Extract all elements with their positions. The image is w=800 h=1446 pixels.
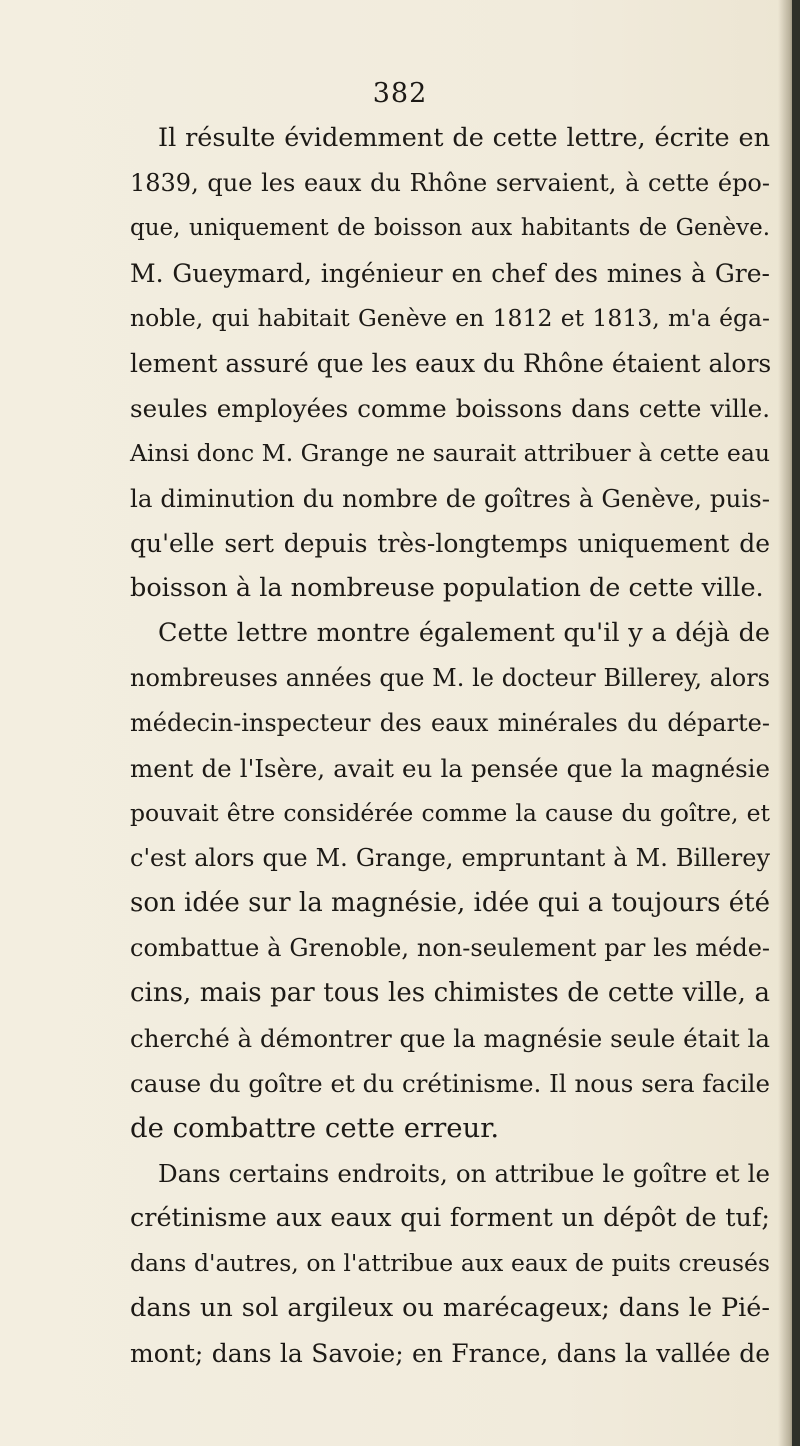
text-line: boisson à la nombreuse population de cette ville.	[130, 573, 764, 603]
page-edge	[792, 0, 800, 1446]
text-line: Cette lettre montre également qu'il y a déjà de	[158, 618, 770, 648]
text-line: combattue à Grenoble, non-seulement par les méde-	[130, 934, 770, 962]
text-line: nombreuses années que M. le docteur Billerey, alors	[130, 664, 770, 692]
text-line: noble, qui habitait Genève en 1812 et 1813, m'a éga-	[130, 304, 770, 332]
page-number: 382	[372, 78, 428, 109]
text-line: lement assuré que les eaux du Rhône étaient alors	[130, 349, 772, 378]
text-line: son idée sur la magnésie, idée qui a toujours été	[130, 888, 770, 918]
text-line: qu'elle sert depuis très-longtemps uniquement de	[130, 529, 770, 558]
text-line: Dans certains endroits, on attribue le goître et le	[158, 1159, 770, 1188]
text-line: M. Gueymard, ingénieur en chef des mines à Gre-	[130, 259, 770, 288]
text-line: dans un sol argileux ou marécageux; dans le Pié-	[130, 1293, 770, 1323]
text-line: médecin-inspecteur des eaux minérales du départe-	[130, 709, 770, 737]
text-line: que, uniquement de boisson aux habitants de Genève.	[130, 215, 770, 241]
text-line: Il résulte évidemment de cette lettre, écrite en	[158, 123, 770, 153]
text-line: pouvait être considérée comme la cause du goître, et	[130, 799, 770, 827]
text-line: ment de l'Isère, avait eu la pensée que la magnésie	[130, 754, 770, 783]
body-text	[130, 116, 770, 1376]
text-line: la diminution du nombre de goîtres à Genève, puis-	[130, 484, 770, 513]
text-line: cause du goître et du crétinisme. Il nous sera facile	[130, 1069, 770, 1098]
text-line: crétinisme aux eaux qui forment un dépôt de tuf;	[130, 1203, 770, 1233]
text-line: dans d'autres, on l'attribue aux eaux de puits creusés	[130, 1249, 770, 1277]
text-line: cherché à démontrer que la magnésie seule était la	[130, 1024, 770, 1053]
text-line: c'est alors que M. Grange, empruntant à M. Billerey	[130, 844, 770, 872]
text-line: cins, mais par tous les chimistes de cette ville, a	[130, 978, 770, 1008]
text-line: 1839, que les eaux du Rhône servaient, à cette épo-	[130, 169, 770, 197]
text-line: seules employées comme boissons dans cette ville.	[130, 394, 770, 423]
text-line: Ainsi donc M. Grange ne saurait attribuer à cette eau	[130, 439, 770, 467]
text-line: mont; dans la Savoie; en France, dans la vallée de	[130, 1339, 770, 1368]
text-line: de combattre cette erreur.	[130, 1112, 500, 1144]
